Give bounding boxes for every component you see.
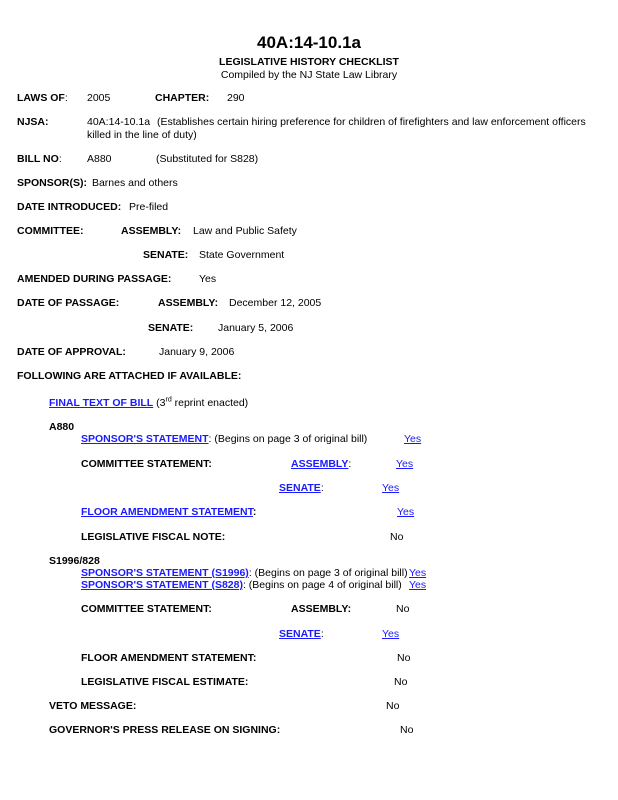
attached-heading: FOLLOWING ARE ATTACHED IF AVAILABLE:: [17, 370, 242, 382]
a880-floor-colon: :: [252, 506, 257, 518]
laws-of-label: LAWS OF: [17, 92, 65, 104]
s1996-floor-value: No: [397, 652, 411, 664]
a880-fiscal-value: No: [390, 531, 404, 543]
s1996-sponsor2-link[interactable]: SPONSOR'S STATEMENT (S828): [81, 579, 243, 591]
final-text-sup: rd: [165, 396, 172, 404]
a880-senate-row: [279, 482, 324, 494]
a880-assembly-row: [291, 458, 351, 470]
committee-label: COMMITTEE:: [17, 225, 84, 237]
a880-senate-colon: :: [320, 482, 324, 494]
s1996-sponsor2-yes[interactable]: Yes: [409, 579, 427, 591]
bill-no-field: [17, 153, 62, 165]
s1996-senate-yes[interactable]: Yes: [382, 628, 400, 640]
a880-sponsor-yes[interactable]: Yes: [404, 433, 422, 445]
a880-heading: A880: [49, 421, 75, 433]
bill-no-colon: :: [58, 153, 62, 165]
a880-assembly-colon: :: [348, 458, 352, 470]
committee-senate-label: SENATE:: [143, 249, 189, 261]
a880-committee-label: COMMITTEE STATEMENT:: [81, 458, 212, 470]
final-text-rest: reprint enacted): [171, 397, 249, 409]
date-of-passage-label: DATE OF PASSAGE:: [17, 297, 120, 309]
chapter-value: 290: [227, 92, 245, 104]
a880-sponsor-note: : (Begins on page 3 of original bill): [208, 433, 368, 445]
date-introduced-label: DATE INTRODUCED:: [17, 201, 122, 213]
njsa-value: 40A:14-10.1a: [87, 116, 151, 128]
final-text-row: [49, 397, 248, 409]
s1996-heading: S1996/828: [49, 555, 100, 567]
s1996-fiscal-value: No: [394, 676, 408, 688]
a880-fiscal-label: LEGISLATIVE FISCAL NOTE:: [81, 531, 226, 543]
s1996-assembly-label: ASSEMBLY:: [291, 603, 352, 615]
compiled-by: Compiled by the NJ State Law Library: [220, 69, 398, 81]
committee-assembly-value: Law and Public Safety: [193, 225, 297, 237]
amended-value: Yes: [199, 273, 217, 285]
veto-label: VETO MESSAGE:: [49, 700, 137, 712]
s1996-sponsor1-yes[interactable]: Yes: [409, 567, 427, 579]
sponsors-field: [17, 177, 178, 189]
s1996-senate-row: [279, 628, 324, 640]
laws-of-field: [17, 92, 68, 104]
bill-no-value: A880: [87, 153, 112, 165]
amended-label: AMENDED DURING PASSAGE:: [17, 273, 172, 285]
s1996-sponsor1-row: [81, 567, 408, 579]
s1996-sponsor1-link[interactable]: SPONSOR'S STATEMENT (S1996): [81, 567, 249, 579]
bill-no-note: (Substituted for S828): [156, 153, 259, 165]
a880-floor-row: [81, 506, 256, 518]
s1996-sponsor1-note: : (Begins on page 3 of original bill): [248, 567, 408, 579]
a880-senate-yes[interactable]: Yes: [382, 482, 400, 494]
s1996-sponsor2-note: : (Begins on page 4 of original bill): [242, 579, 402, 591]
committee-assembly-label: ASSEMBLY:: [121, 225, 182, 237]
s1996-floor-label: FLOOR AMENDMENT STATEMENT:: [81, 652, 257, 664]
chapter-label: CHAPTER:: [155, 92, 210, 104]
a880-sponsor-link[interactable]: SPONSOR'S STATEMENT: [81, 433, 209, 445]
a880-senate-link[interactable]: SENATE: [279, 482, 321, 494]
laws-of-value: 2005: [87, 92, 111, 104]
passage-assembly-value: December 12, 2005: [229, 297, 322, 309]
njsa-description: (Establishes certain hiring preference for children of firefighters and law enforcement officers killed in the line of duty): [87, 116, 586, 141]
s1996-sponsor2-row: [81, 579, 402, 591]
date-of-approval-label: DATE OF APPROVAL:: [17, 346, 126, 358]
a880-assembly-yes[interactable]: Yes: [396, 458, 414, 470]
passage-senate-label: SENATE:: [148, 322, 194, 334]
press-release-value: No: [400, 724, 414, 736]
page-title: 40A:14-10.1a: [257, 33, 361, 52]
page-subtitle: LEGISLATIVE HISTORY CHECKLIST: [219, 56, 399, 68]
s1996-senate-colon: :: [320, 628, 324, 640]
final-text-paren: (3: [156, 397, 166, 409]
a880-sponsor-row: [81, 433, 367, 445]
sponsors-label: SPONSOR(S):: [17, 177, 88, 189]
committee-senate-value: State Government: [199, 249, 285, 261]
bill-no-label: BILL NO: [17, 153, 59, 165]
passage-senate-value: January 5, 2006: [218, 322, 294, 334]
sponsors-value: Barnes and others: [91, 177, 178, 189]
passage-assembly-label: ASSEMBLY:: [158, 297, 219, 309]
date-introduced-value: Pre-filed: [129, 201, 169, 213]
s1996-assembly-value: No: [396, 603, 410, 615]
njsa-label: NJSA:: [17, 116, 49, 128]
s1996-committee-label: COMMITTEE STATEMENT:: [81, 603, 212, 615]
date-of-approval-value: January 9, 2006: [159, 346, 235, 358]
laws-of-colon: :: [64, 92, 68, 104]
s1996-senate-link[interactable]: SENATE: [279, 628, 321, 640]
a880-assembly-link[interactable]: ASSEMBLY: [291, 458, 349, 470]
a880-floor-yes[interactable]: Yes: [397, 506, 415, 518]
veto-value: No: [386, 700, 400, 712]
s1996-fiscal-label: LEGISLATIVE FISCAL ESTIMATE:: [81, 676, 249, 688]
final-text-link[interactable]: FINAL TEXT OF BILL: [49, 397, 154, 409]
a880-floor-link[interactable]: FLOOR AMENDMENT STATEMENT: [81, 506, 253, 518]
press-release-label: GOVERNOR'S PRESS RELEASE ON SIGNING:: [49, 724, 281, 736]
